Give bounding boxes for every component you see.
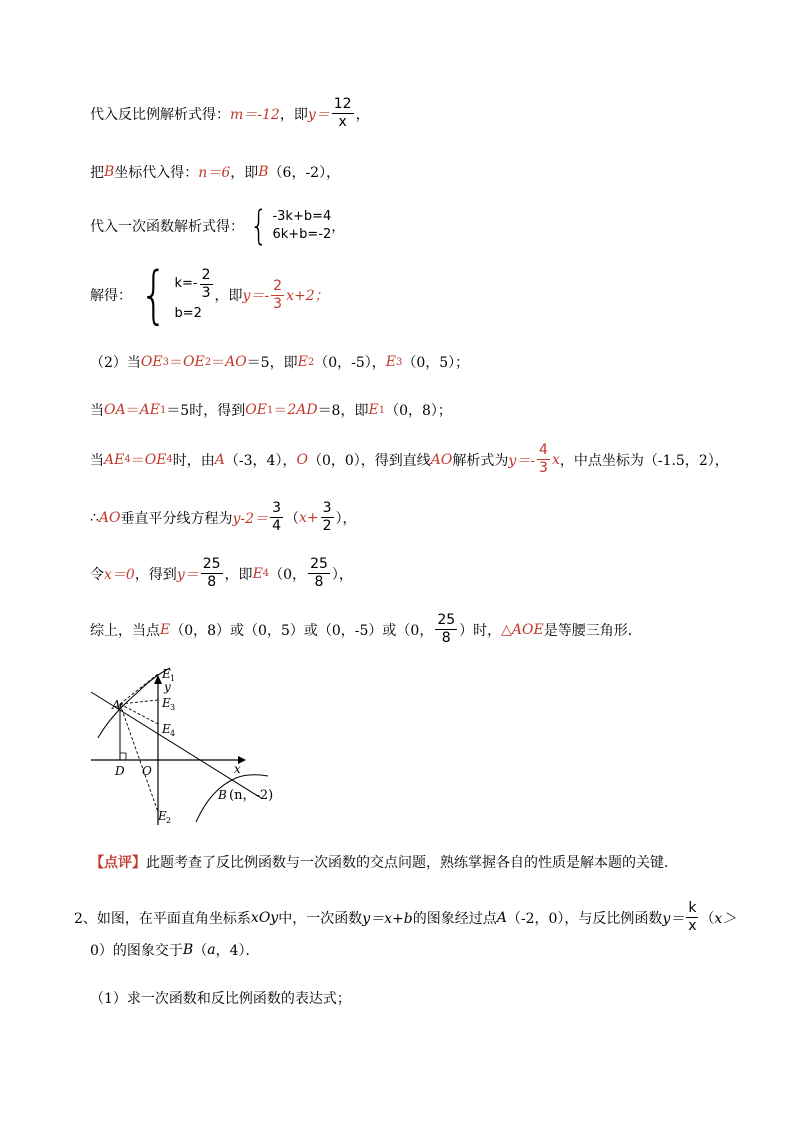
label-a: A	[112, 698, 121, 712]
label-e4-sub: 4	[170, 729, 176, 738]
line-conclusion	[90, 612, 642, 647]
fraction	[201, 556, 223, 591]
label-e2: E	[158, 809, 167, 823]
math: x+	[298, 509, 319, 526]
fraction	[332, 96, 354, 131]
text: （0，5）；	[402, 355, 470, 371]
label-e4: E	[162, 722, 171, 736]
subscript: 4	[262, 568, 270, 579]
brace: {	[139, 258, 168, 331]
line-part2	[90, 352, 469, 372]
math-y: y＝-	[508, 452, 536, 469]
text: （	[193, 943, 208, 959]
numerator: 2	[273, 277, 283, 294]
text: 时，由	[172, 452, 215, 469]
label-d: D	[115, 764, 125, 778]
math: A	[214, 451, 225, 468]
math-b: B	[104, 164, 115, 180]
text: （0，-5），	[314, 355, 386, 371]
subscript: 2	[204, 356, 212, 368]
y-axis-arrow-icon	[154, 675, 162, 684]
text: （0，	[269, 566, 307, 583]
text: ＝5，即	[246, 355, 298, 371]
math: E	[385, 354, 396, 370]
line-bisector	[90, 500, 357, 535]
text: 当	[90, 403, 104, 419]
numerator: 25	[437, 612, 456, 628]
math: AE	[104, 451, 125, 468]
subscript: 3	[162, 356, 169, 368]
math: OE	[245, 402, 267, 418]
line-solution	[90, 258, 329, 331]
text: （6，-2），	[268, 165, 341, 181]
text: 综上，当点	[90, 622, 160, 639]
text: 解得：	[90, 288, 132, 304]
denominator: x	[688, 918, 697, 934]
question-2-line-2	[90, 940, 260, 960]
geometry-figure	[86, 660, 306, 830]
line-b-coord	[90, 162, 340, 182]
math: OA	[104, 402, 126, 418]
math-y: y＝	[307, 106, 330, 123]
text: （0，0），得到直线	[307, 452, 431, 469]
text: ，即	[224, 566, 253, 583]
subscript: 1	[378, 404, 386, 416]
equation-row: b=2	[174, 305, 202, 321]
denominator: 8	[314, 574, 324, 590]
numerator: k	[688, 900, 697, 916]
math: O	[296, 451, 308, 468]
denominator: 3	[539, 460, 548, 476]
line-m-value	[90, 96, 370, 131]
label-o: O	[142, 764, 152, 778]
text: ＝	[130, 452, 145, 469]
text: ，中点坐标为（-1.5，2），	[559, 452, 729, 469]
math-m: m＝-12	[230, 106, 280, 123]
equation-row: k=-	[174, 276, 198, 291]
math: B	[182, 942, 194, 958]
text: ＝	[211, 355, 226, 371]
line-oa-ae1	[90, 400, 452, 420]
numerator: 2	[201, 266, 211, 283]
comment-text: 此题考查了反比例函数与一次函数的交点问题，熟练掌握各自的性质是解本题的关键．	[146, 855, 678, 871]
fraction	[435, 612, 457, 647]
denominator: 3	[201, 284, 211, 301]
math-y: y＝-	[242, 288, 270, 304]
text: ，4）．	[215, 943, 260, 959]
math: xOy	[250, 909, 279, 926]
label-b: B	[218, 788, 227, 802]
label-b-coord: (n，-2)	[229, 788, 274, 803]
segment-ae1	[120, 674, 158, 704]
math: x＞	[714, 910, 737, 927]
math: y-2＝	[232, 510, 269, 527]
denominator: 8	[207, 574, 217, 590]
text: 0）的图象交于	[90, 943, 183, 959]
numerator: 4	[539, 442, 548, 458]
text: ），	[335, 510, 357, 527]
line-ae4	[90, 442, 729, 477]
text: ＝5时，得到	[166, 403, 246, 419]
denominator: 4	[272, 518, 281, 534]
numerator: 3	[272, 500, 281, 516]
math: OE	[144, 451, 167, 468]
label-e1-sub: 1	[170, 674, 176, 683]
numerator: 25	[202, 556, 221, 572]
text: 令	[90, 566, 104, 583]
text: ，	[331, 219, 346, 235]
text: 坐标代入得：	[114, 165, 199, 181]
equation-system	[134, 258, 215, 331]
math: y＝	[662, 910, 685, 927]
question-2-line-1	[74, 900, 736, 935]
text: ∴	[90, 509, 99, 526]
text: 代入一次函数解析式得：	[90, 219, 244, 235]
text: ，	[355, 106, 370, 123]
text: 把	[90, 165, 104, 181]
text: 的图象经过点	[412, 910, 497, 927]
text: ＝	[125, 403, 140, 419]
math: E	[297, 354, 308, 370]
equation-row: 6k+b=-2	[272, 227, 332, 242]
math: AO	[98, 509, 121, 526]
text: 是等腰三角形．	[543, 622, 642, 639]
comment-line	[90, 852, 678, 872]
segment-ae3	[120, 700, 158, 704]
text: ＝	[273, 403, 288, 419]
subscript: 3	[395, 356, 403, 368]
text: 当	[90, 452, 104, 469]
text: 垂直平分线方程为	[120, 510, 233, 527]
text: （0，8）或（0，5）或（0，-5）或（0，	[170, 622, 434, 639]
fraction	[270, 500, 283, 535]
text: （2）当	[90, 355, 141, 371]
math: AO	[430, 451, 453, 468]
text: （1）求一次函数和反比例函数的表达式；	[90, 991, 351, 1007]
math: 2AD	[287, 402, 318, 418]
text: ＝	[169, 355, 183, 371]
text: ，即	[230, 165, 259, 181]
text: ＝8，即	[317, 403, 369, 419]
text: ，得到	[134, 566, 177, 583]
math: x＝0	[104, 566, 135, 583]
math: A	[496, 909, 507, 926]
text: （0，8）；	[385, 403, 452, 419]
text: （	[700, 910, 715, 927]
fraction	[537, 442, 550, 477]
brace: {	[249, 203, 268, 249]
label-e2-sub: 2	[166, 816, 172, 825]
question-2-part-1	[90, 988, 351, 1008]
label-x: x	[234, 762, 241, 776]
label-e1: E	[162, 667, 171, 681]
denominator: 2	[322, 518, 332, 534]
text: （-2，0），与反比例函数	[506, 910, 663, 927]
math: AE	[139, 402, 160, 418]
equation-system	[246, 203, 332, 249]
denominator: x	[338, 114, 347, 130]
label-y: y	[164, 680, 171, 694]
text: ，即	[279, 106, 308, 123]
label-e3-sub: 3	[170, 703, 176, 712]
subscript: 4	[124, 454, 131, 465]
text: 中，一次函数	[278, 910, 363, 927]
math: x	[551, 451, 560, 468]
denominator: 8	[441, 630, 451, 646]
subscript: 1	[159, 404, 167, 416]
text: 代入反比例解析式得：	[90, 106, 230, 123]
comment-tag: 【点评】	[90, 855, 146, 871]
label-e3: E	[162, 696, 171, 710]
text: （	[284, 510, 299, 527]
math: OE	[140, 354, 163, 370]
text: ）时，	[459, 622, 502, 639]
fraction	[271, 278, 284, 313]
text: （-3，4），	[224, 452, 297, 469]
text: ，即	[214, 288, 243, 304]
math-expr: x+2；	[286, 288, 329, 304]
math-n: n＝6	[198, 165, 231, 181]
fraction	[308, 556, 330, 591]
subscript: 4	[166, 454, 173, 465]
math-b: B	[258, 164, 269, 180]
math: y＝x+b	[362, 910, 413, 927]
numerator: 25	[310, 556, 328, 572]
text: ），	[331, 566, 353, 583]
fraction	[321, 500, 334, 535]
math: E	[160, 621, 171, 638]
right-angle-mark	[120, 753, 126, 760]
line-x-zero	[90, 556, 353, 591]
math: E	[252, 565, 263, 582]
math: E	[368, 402, 379, 418]
subscript: 2	[307, 356, 315, 368]
numerator: 3	[322, 500, 332, 516]
math: AO	[225, 354, 247, 370]
numerator: 12	[333, 96, 352, 112]
denominator: 3	[273, 295, 283, 312]
fraction	[686, 900, 698, 935]
text: 解析式为	[452, 452, 509, 469]
equation-row: -3k+b=4	[272, 209, 332, 224]
line-linear-system	[90, 203, 346, 249]
subscript: 1	[266, 404, 274, 416]
math: OE	[183, 354, 205, 370]
math: y＝	[176, 566, 199, 583]
math: △AOE	[501, 621, 544, 638]
math: a	[207, 942, 216, 958]
text: 2、如图，在平面直角坐标系	[74, 910, 251, 927]
